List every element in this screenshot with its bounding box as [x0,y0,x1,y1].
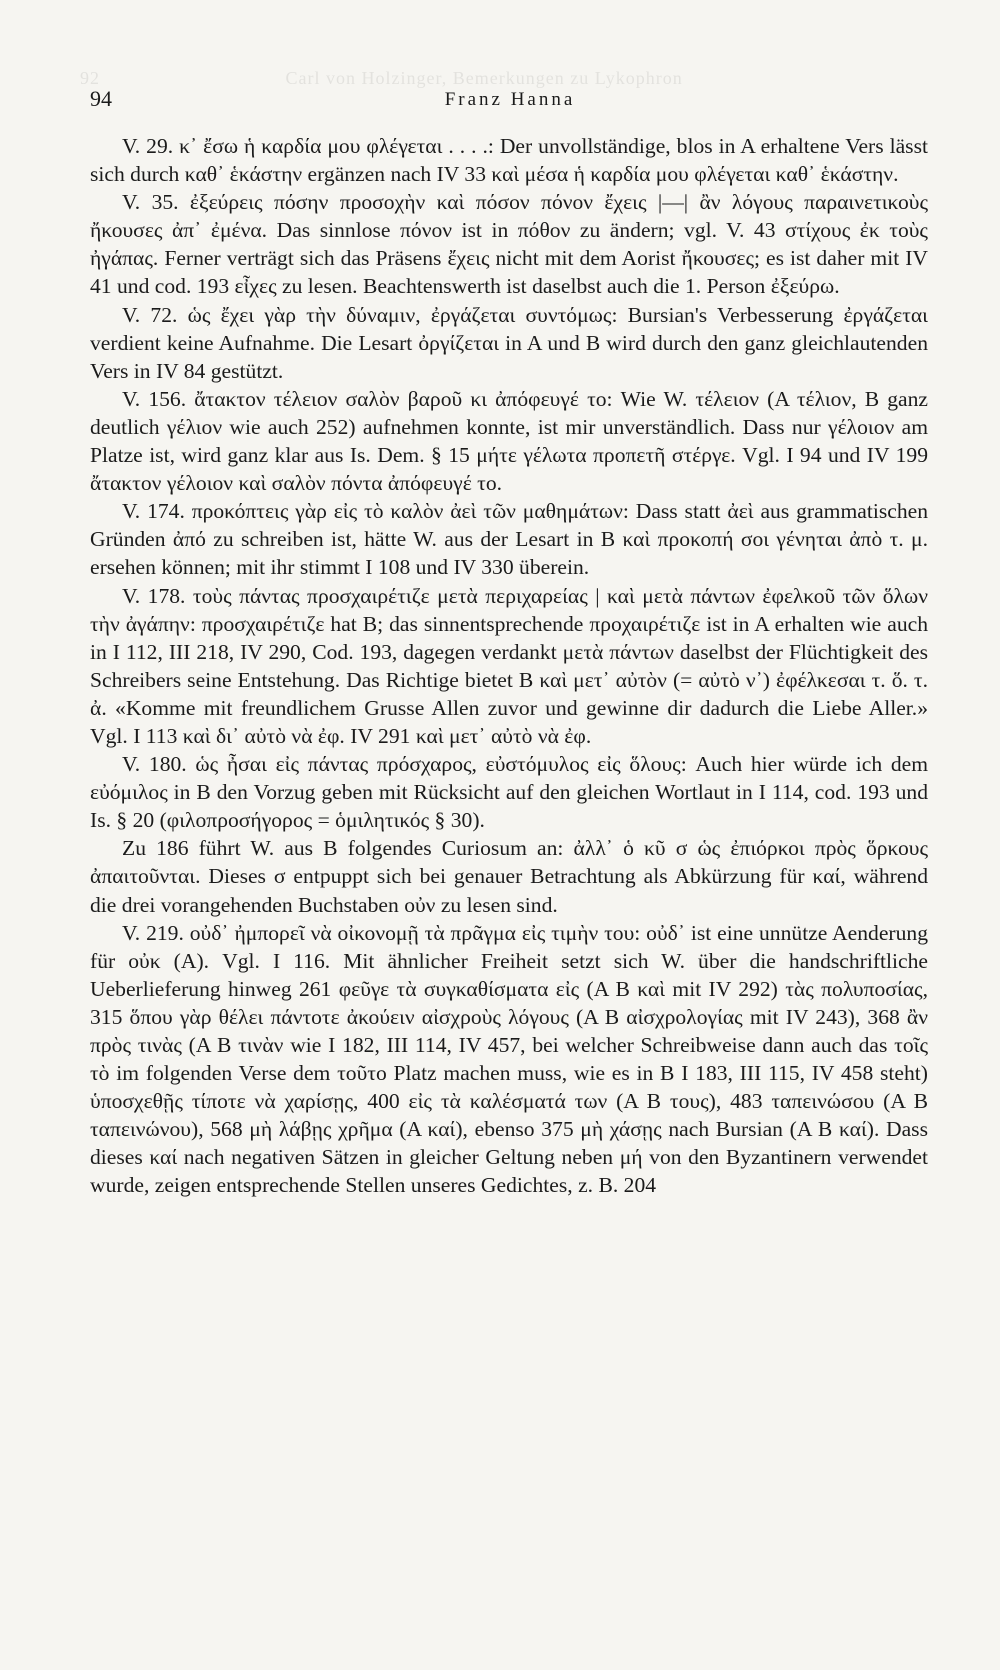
page-number: 94 [90,86,112,111]
paragraph-v219: V. 219. οὐδ᾽ ἠμπορεῖ νὰ οἰκονομῇ τὰ πρᾶγμα εἰς τιμὴν του: οὐδ᾽ ist eine unnütze Aenderung für οὐκ (A). Vgl. I 116. Mit ähnlicher Freiheit setzt sich W. über die handschriftliche Ueberlieferung hinweg 261 φεῦγε τὰ συγκαθίσματα εἰς (A B καὶ mit IV 292) τὰς πολυποσίας, 315 ὅπου γὰρ θέλει πάντοτε ἀκούειν αἰσχροὺς λόγους (A B αἰσχρολογίας mit IV 243), 368 ἂν πρὸς τινὰς (A B τινὰν wie I 182, III 114, IV 457, bei welcher Schreibweise dann auch das τοῖς τὸ im folgenden Verse dem τοῦτο Platz machen muss, wie es in B I 183, III 115, IV 458 steht) ὑποσχεθῇς τίποτε νὰ χαρίσῃς, 400 εἰς τὰ καλέσματά των (A B τους), 483 ταπεινώσου (A B ταπεινώνου), 568 μὴ λάβῃς χρῆμα (A καί), ebenso 375 μὴ χάσῃς nach Bursian (A B καί). Dass dieses καί nach negativen Sätzen in gleicher Geltung neben μή von den Byzantinern verwendet wurde, zeigen entsprechende Stellen unseres Gedichtes, z. B. 204 [90,920,928,1198]
bleed-running-head: Carl von Holzinger, Bemerkungen zu Lykophron [285,68,683,88]
paragraph-v180: V. 180. ὡς ἦσαι εἰς πάντας πρόσχαρος, εὐστόμυλος εἰς ὅλους: Auch hier würde ich dem εὐόμιλος in B den Vorzug geben mit Rücksicht auf den gleichen Wortlaut in I 114, cod. 193 und Is. § 20 (φιλοπροσήγορος = ὁμιλητικός § 30). [90,752,928,833]
bleed-page-number: 92 [80,68,100,88]
paragraph-v72: V. 72. ὡς ἔχει γὰρ τὴν δύναμιν, ἐργάζεται συντόμως: Bursian's Verbesserung ἐργάζεται verdient keine Aufnahme. Die Lesart ὀργίζεται in A und B wird durch den ganz gleichlautenden Vers in IV 84 gestützt. [90,302,928,383]
paragraph-v174: V. 174. προκόπτεις γὰρ εἰς τὸ καλὸν ἀεὶ τῶν μαθημάτων: Dass statt ἀεὶ aus grammatischen Gründen ἀπό zu schreiben ist, hätte W. aus der Lesart in B καὶ προκοπή σοι γένηται ἀπὸ τ. μ. ersehen können; mit ihr stimmt I 108 und IV 330 überein. [90,499,928,580]
running-head: Franz Hanna [444,89,576,110]
paragraph-186: Zu 186 führt W. aus B folgendes Curiosum an: ἀλλ᾽ ὁ κῦ σ ὡς ἐπιόρκοι πρὸς ὅρκους ἀπαιτοῦνται. Dieses σ entpuppt sich bei genauer Betrachtung als Abkürzung für καί, während die drei vorangehenden Buchstaben οὐν zu lesen sind. [90,836,928,917]
paragraph-v29: V. 29. κ᾽ ἔσω ἡ καρδία μου φλέγεται . . . .: Der unvollständige, blos in A erhaltene Vers lässt sich durch καθ᾽ ἑκάστην ergänzen nach IV 33 καὶ μέσα ἡ καρδία μου φλέγεται καθ᾽ ἑκάστην. [90,134,928,187]
body-text [90,132,928,1200]
paragraph-v35: V. 35. ἐξεύρεις πόσην προσοχὴν καὶ πόσον πόνον ἔχεις |—| ἂν λόγους παραινετικοὺς ἤκουσες ἀπ᾽ ἐμένα. Das sinnlose πόνον ist in πόθον zu ändern; vgl. V. 43 στίχους ἐκ τοὺς ἠγάπας. Ferner verträgt sich das Präsens ἔχεις nicht mit dem Aorist ἤκουσες; es ist daher mit IV 41 und cod. 193 εἶχες zu lesen. Beachtenswerth ist daselbst auch die 1. Person ἐξεύρω. [90,190,928,299]
paragraph-v178: V. 178. τοὺς πάντας προσχαιρέτιζε μετὰ περιχαρείας | καὶ μετὰ πάντων ἐφελκοῦ τῶν ὅλων τὴν ἀγάπην: προσχαιρέτιζε hat B; das sinnentsprechende προχαιρέτιζε ist in A erhalten wie auch in I 112, III 218, IV 290, Cod. 193, dagegen verdankt μετὰ πάντων daselbst der Flüchtigkeit des Schreibers seine Entstehung. Das Richtige bietet B καὶ μετ᾽ αὐτὸν (= αὐτὸ ν᾽) ἐφέλκεσαι τ. ὅ. τ. ἀ. «Komme mit freundlichem Grusse Allen zuvor und gewinne dir dadurch die Liebe Aller.» Vgl. I 113 καὶ δι᾽ αὐτὸ νὰ ἐφ. IV 291 καὶ μετ᾽ αὐτὸ νὰ ἐφ. [90,583,928,748]
paragraph-v156: V. 156. ἄτακτον τέλειον σαλὸν βαροῦ κι ἀπόφευγέ το: Wie W. τέλειον (A τέλιον, B ganz deutlich γέλιον wie auch 252) aufnehmen konnte, ist mir unverständlich. Dass nur γέλοιον am Platze ist, wird ganz klar aus Is. Dem. § 15 μήτε γέλωτα προπετῆ στέργε. Vgl. I 94 und IV 199 ἄτακτον γέλοιον καὶ σαλὸν πόντα ἀπόφευγέ το. [90,386,928,496]
page-header [90,86,930,116]
